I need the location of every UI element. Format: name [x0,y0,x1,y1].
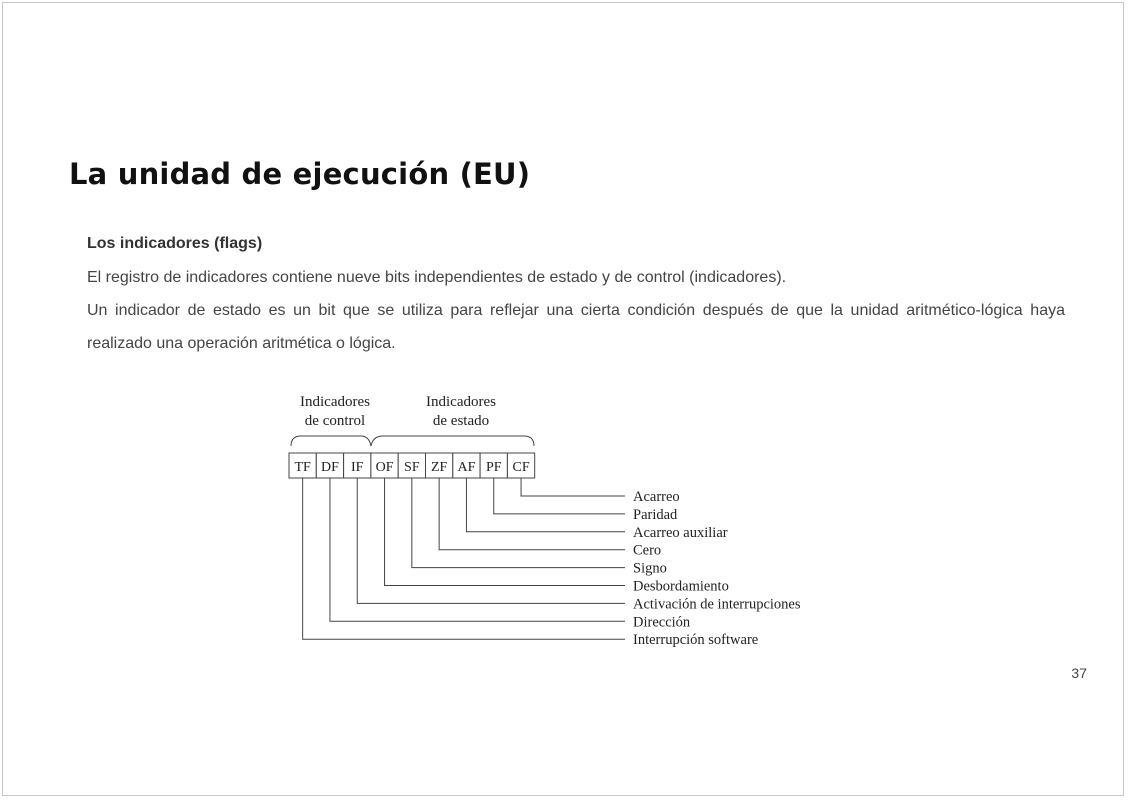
flag-cells [289,453,535,478]
leader-line-cf [521,478,625,496]
flag-label-sf: SF [404,460,420,475]
flag-label-cf: CF [512,460,530,475]
flag-label-df: DF [320,460,339,475]
flag-descriptions [633,489,801,648]
flag-description: Desbordamiento [633,578,729,595]
leader-line-af [466,478,625,532]
control-group-brace [291,436,371,446]
flag-label-zf: ZF [430,460,448,475]
flag-description: Activación de interrupciones [633,596,801,613]
flag-description: Cero [633,542,662,559]
flag-description: Interrupción software [633,632,759,649]
status-group-brace [371,436,534,446]
paragraph-flags-register: El registro de indicadores contiene nueve bits independientes de estado y de control (indicadores). [87,269,787,286]
control-group-label-line2: de control [304,413,366,429]
flag-label-pf: PF [485,460,502,475]
flag-description: Paridad [633,506,678,523]
flag-label-of: OF [375,460,394,475]
flag-label-af: AF [457,460,476,475]
control-group-label-line1: Indicadores [300,394,370,410]
page-title: La unidad de ejecución (EU) [69,157,531,191]
flag-description: Acarreo auxiliar [633,524,728,541]
leader-line-tf [303,478,625,639]
flag-leader-lines [303,478,625,639]
flag-description: Dirección [633,614,691,631]
paragraph-status-flag: Un indicador de estado es un bit que se utiliza para reflejar una cierta condición después de que la unidad aritmético-lógica haya realizado una operación aritmética o lógica. [87,302,1065,352]
flag-description: Signo [633,560,667,577]
flag-label-if: IF [351,460,364,475]
flag-description: Acarreo [633,489,680,505]
leader-line-sf [412,478,625,568]
status-group-label-line2: de estado [432,413,490,429]
status-group-label-line1: Indicadores [426,394,496,410]
flag-label-tf: TF [294,460,311,475]
page-number: 37 [1071,665,1087,681]
section-subtitle: Los indicadores (flags) [87,235,263,252]
leader-line-if [357,478,625,603]
